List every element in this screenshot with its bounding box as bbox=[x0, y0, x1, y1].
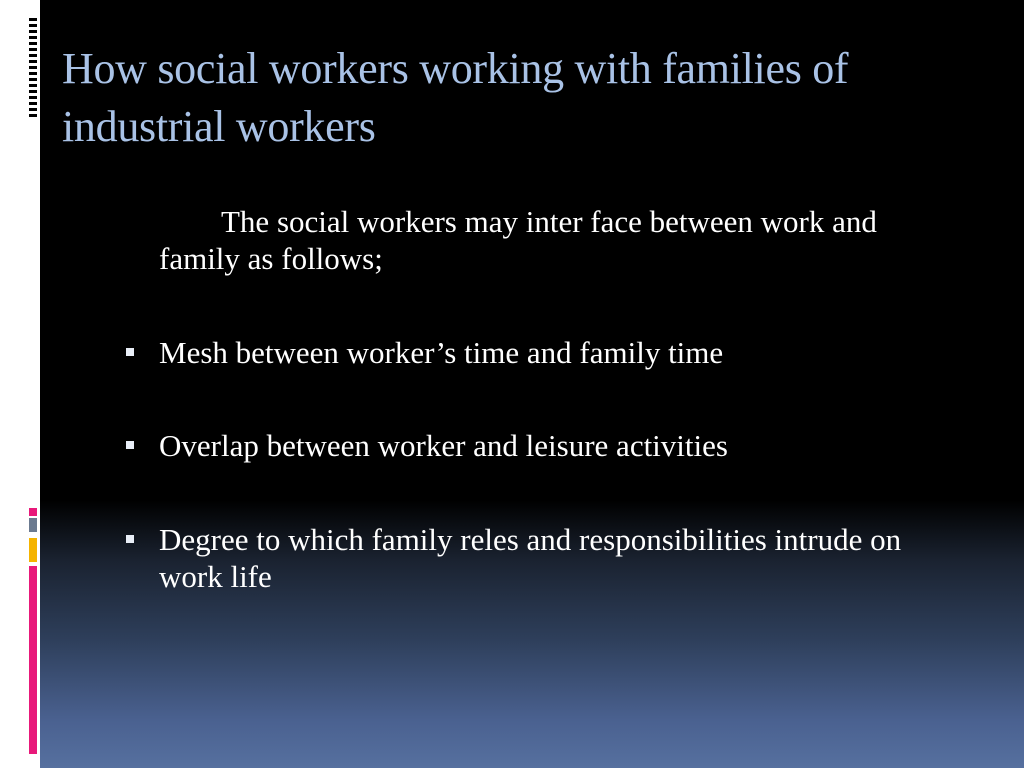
bullet-text: Overlap between worker and leisure activities bbox=[159, 428, 728, 463]
intro-paragraph: The social workers may inter face between work and family as follows; bbox=[159, 204, 877, 276]
square-bullet-icon bbox=[126, 441, 134, 449]
square-bullet-icon bbox=[126, 348, 134, 356]
slide-title: How social workers working with families of industrial workers bbox=[62, 44, 849, 151]
bullet-item bbox=[159, 521, 959, 595]
bullet-text: Degree to which family reles and responsibilities intrude on work life bbox=[159, 522, 902, 594]
yellow-decor-block bbox=[29, 538, 37, 562]
pink-decor-block-small bbox=[29, 508, 37, 516]
pink-decor-bar bbox=[29, 566, 37, 754]
square-bullet-icon bbox=[126, 535, 134, 543]
gray-decor-block bbox=[29, 518, 37, 532]
bullet-item bbox=[159, 427, 959, 464]
striped-decor-bar bbox=[29, 18, 37, 118]
bullet-item bbox=[159, 334, 959, 371]
bullet-text: Mesh between worker’s time and family time bbox=[159, 335, 724, 370]
